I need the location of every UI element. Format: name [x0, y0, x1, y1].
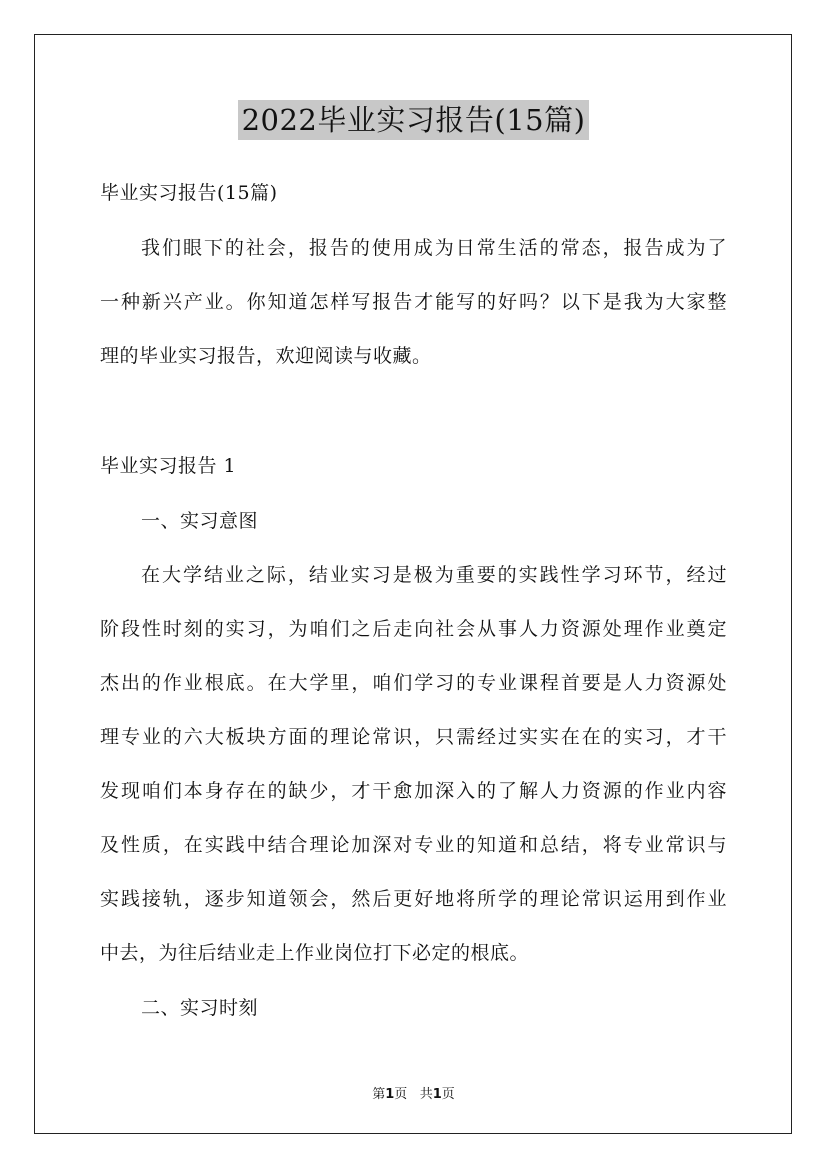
body-line-4: 理专业的六大板块方面的理论常识，只需经过实实在在的实习，才干 [100, 726, 727, 748]
body-line-2: 阶段性时刻的实习，为咱们之后走向社会从事人力资源处理作业奠定 [100, 618, 727, 640]
footer-page-suffix: 页 [394, 1087, 408, 1102]
body-line-6: 及性质，在实践中结合理论加深对专业的知道和总结，将专业常识与 [100, 834, 727, 856]
footer-total-suffix: 页 [441, 1087, 455, 1102]
subtitle: 毕业实习报告(15篇) [100, 182, 278, 204]
body-line-8: 中去，为往后结业走上作业岗位打下必定的根底。 [100, 942, 530, 964]
body-line-5: 发现咱们本身存在的缺少，才干愈加深入的了解人力资源的作业内容 [100, 780, 727, 802]
section-heading: 毕业实习报告 1 [100, 455, 237, 477]
heading-purpose: 一、实习意图 [141, 510, 259, 532]
footer-page-number: 1 [385, 1087, 395, 1102]
intro-line-2: 一种新兴产业。你知道怎样写报告才能写的好吗？以下是我为大家整 [100, 291, 727, 313]
body-line-3: 杰出的作业根底。在大学里，咱们学习的专业课程首要是人力资源处 [100, 672, 727, 694]
body-line-7: 实践接轨，逐步知道领会，然后更好地将所学的理论常识运用到作业 [100, 888, 727, 910]
title-area [0, 100, 827, 140]
footer-total-number: 1 [432, 1087, 442, 1102]
intro-line-3: 理的毕业实习报告，欢迎阅读与收藏。 [100, 345, 432, 367]
heading-time: 二、实习时刻 [141, 997, 259, 1019]
intro-line-1: 我们眼下的社会，报告的使用成为日常生活的常态，报告成为了 [141, 237, 727, 259]
footer-total-prefix: 共 [419, 1087, 433, 1102]
document-title: 2022毕业实习报告(15篇) [238, 100, 590, 140]
body-line-1: 在大学结业之际，结业实习是极为重要的实践性学习环节，经过 [141, 564, 727, 586]
page-footer [0, 1083, 827, 1102]
footer-page-prefix: 第 [372, 1087, 386, 1102]
